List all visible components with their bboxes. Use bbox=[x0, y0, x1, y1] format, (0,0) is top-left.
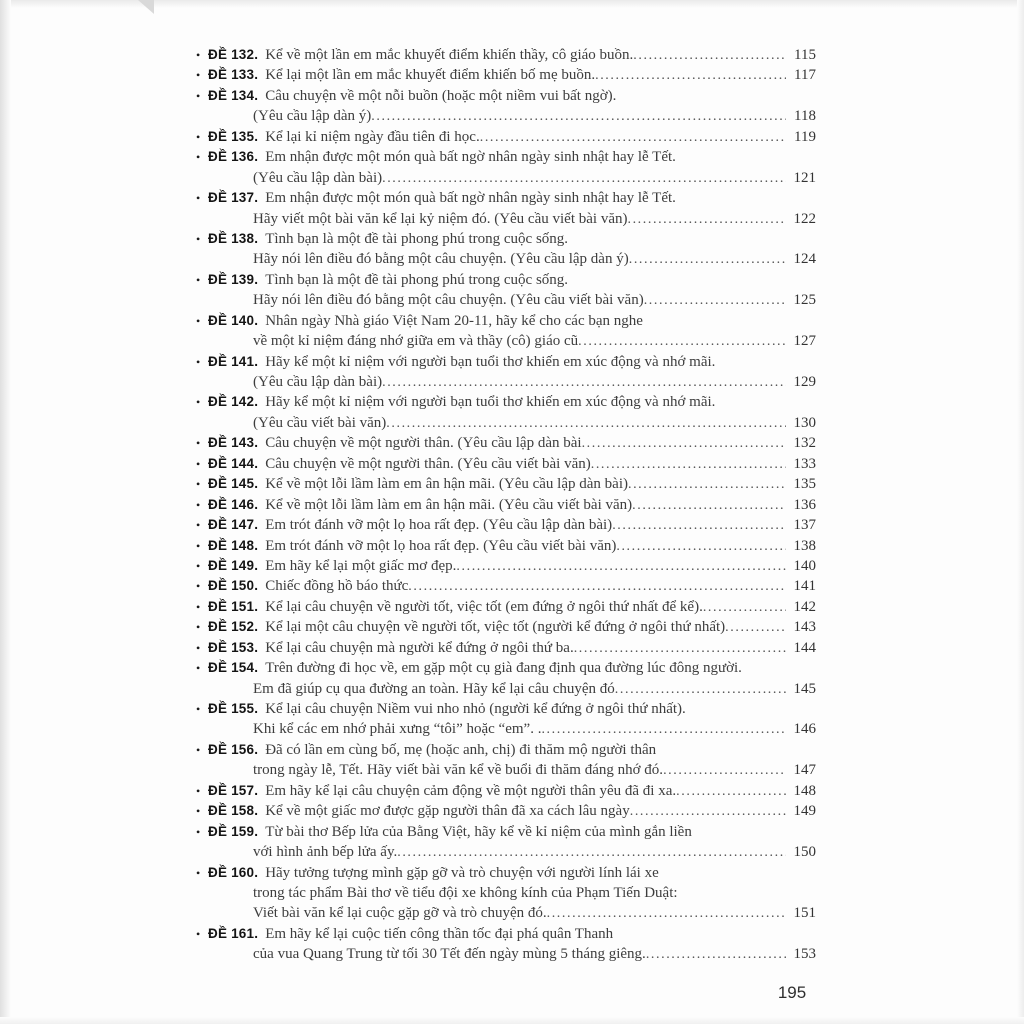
entry-page-number: 115 bbox=[794, 47, 816, 63]
toc-continuation-line bbox=[196, 762, 816, 782]
entry-label: ĐỀ 140. bbox=[208, 312, 259, 328]
entry-page-number: 149 bbox=[793, 803, 816, 820]
dot-leader bbox=[676, 783, 786, 800]
entry-text: Em trót đánh vỡ một lọ hoa rất đẹp. (Yêu cầu viết bài văn) bbox=[265, 537, 617, 554]
toc-entry-line bbox=[196, 497, 816, 517]
entry-text: về một kỉ niệm đáng nhớ giữa em và thầy (cô) giáo cũ bbox=[253, 333, 579, 350]
dot-leader bbox=[646, 946, 786, 963]
entry-text: Trên đường đi học về, em gặp một cụ già đang định qua đường lúc đông người. bbox=[265, 660, 742, 677]
entry-page-number: 144 bbox=[793, 639, 816, 656]
entry-text: Em đã giúp cụ qua đường an toàn. Hãy kể lại câu chuyện đó bbox=[253, 680, 615, 697]
dot-leader bbox=[547, 905, 786, 922]
entry-text: Em hãy kể lại một giấc mơ đẹp. bbox=[265, 557, 457, 574]
toc-entry-line bbox=[196, 803, 816, 823]
bullet-icon: • bbox=[196, 150, 201, 165]
entry-text: trong ngày lễ, Tết. Hãy viết bài văn kể về buổi đi thăm đáng nhớ đó. bbox=[253, 762, 664, 779]
toc-entry-line bbox=[196, 47, 816, 67]
entry-text: Kể về một giấc mơ được gặp người thân đã xa cách lâu ngày bbox=[265, 803, 630, 820]
toc-entry-line bbox=[196, 558, 816, 578]
entry-label: ĐỀ 159. bbox=[208, 823, 259, 839]
bullet-icon: • bbox=[196, 742, 201, 757]
dot-leader bbox=[595, 67, 786, 84]
toc-entry-line bbox=[196, 599, 816, 619]
dot-leader bbox=[591, 456, 786, 473]
toc-entry-line bbox=[196, 926, 816, 946]
bullet-icon: • bbox=[196, 88, 201, 103]
entry-label: ĐỀ 154. bbox=[208, 660, 259, 676]
entry-text: với hình ảnh bếp lửa ấy. bbox=[253, 844, 398, 861]
entry-page-number: 143 bbox=[793, 619, 816, 636]
toc-continuation-line bbox=[196, 721, 816, 741]
entry-page-number: 146 bbox=[793, 721, 816, 738]
entry-label: ĐỀ 150. bbox=[208, 578, 259, 594]
entry-text: Kể lại câu chuyện Niềm vui nho nhỏ (người kể đứng ở ngôi thứ nhất). bbox=[265, 701, 686, 717]
toc-entry-line bbox=[196, 149, 816, 169]
entry-text: Viết bài văn kể lại cuộc gặp gỡ và trò chuyện đó. bbox=[253, 905, 547, 922]
dot-leader bbox=[574, 640, 786, 657]
entry-text: Kể lại một lần em mắc khuyết điểm khiến bố mẹ buồn. bbox=[265, 67, 596, 84]
toc-entry-line bbox=[196, 394, 816, 414]
entry-page-number: 151 bbox=[793, 905, 816, 922]
entry-label: ĐỀ 155. bbox=[208, 701, 259, 716]
entry-text: Câu chuyện về một người thân. (Yêu cầu viết bài văn) bbox=[265, 455, 591, 472]
entry-label: ĐỀ 149. bbox=[208, 557, 259, 573]
entry-label: ĐỀ 146. bbox=[208, 496, 259, 512]
page-edge-left bbox=[0, 0, 11, 1024]
entry-page-number: 135 bbox=[793, 476, 816, 493]
entry-text: Kể về một lỗi lầm làm em ân hận mãi. (Yêu cầu lập dàn bài) bbox=[265, 476, 628, 493]
entry-text: Em hãy kể lại câu chuyện cảm động về một người thân yêu đã đi xa. bbox=[265, 782, 677, 799]
entry-text: Từ bài thơ Bếp lửa của Bằng Việt, hãy kể về kỉ niệm của mình gắn liền bbox=[265, 823, 692, 840]
bullet-icon: • bbox=[196, 783, 201, 798]
entry-label: ĐỀ 135. bbox=[208, 128, 259, 144]
entry-page-number: 133 bbox=[793, 455, 816, 472]
dot-leader bbox=[615, 681, 786, 698]
dot-leader bbox=[541, 721, 786, 738]
entry-page-number: 129 bbox=[793, 374, 816, 390]
entry-text: Hãy tưởng tượng mình gặp gỡ và trò chuyện với người lính lái xe bbox=[265, 864, 659, 881]
entry-text: Kể về một lỗi lầm làm em ân hận mãi. (Yêu cầu viết bài văn) bbox=[265, 496, 633, 513]
toc-continuation-line bbox=[196, 333, 816, 353]
entry-label: ĐỀ 143. bbox=[208, 435, 259, 451]
bullet-icon: • bbox=[196, 518, 201, 533]
entry-text: Nhân ngày Nhà giáo Việt Nam 20-11, hãy kể cho các bạn nghe bbox=[265, 312, 643, 329]
entry-label: ĐỀ 142. bbox=[208, 394, 259, 410]
toc-continuation-line bbox=[196, 946, 816, 966]
entry-page-number: 119 bbox=[794, 128, 816, 145]
toc-entry-line bbox=[196, 354, 816, 374]
toc-entry-line bbox=[196, 88, 816, 108]
entry-label: ĐỀ 134. bbox=[208, 87, 259, 103]
dot-leader bbox=[382, 374, 786, 391]
entry-label: ĐỀ 157. bbox=[208, 782, 259, 798]
entry-label: ĐỀ 152. bbox=[208, 619, 259, 635]
page-edge-right bbox=[1017, 0, 1024, 1024]
entry-label: ĐỀ 156. bbox=[208, 741, 259, 757]
entry-label: ĐỀ 139. bbox=[208, 271, 259, 287]
dot-leader bbox=[703, 599, 786, 616]
bullet-icon: • bbox=[196, 354, 201, 369]
entry-label: ĐỀ 161. bbox=[208, 925, 259, 941]
bullet-icon: • bbox=[196, 48, 201, 62]
toc-entry-line bbox=[196, 272, 816, 292]
entry-text: Kể lại câu chuyện về người tốt, việc tốt (em đứng ở ngôi thứ nhất để kể). bbox=[265, 598, 703, 615]
toc-continuation-line bbox=[196, 108, 816, 128]
toc-entry-line bbox=[196, 824, 816, 844]
entry-page-number: 140 bbox=[793, 557, 816, 574]
entry-label: ĐỀ 153. bbox=[208, 639, 259, 655]
bullet-icon: • bbox=[196, 231, 201, 246]
toc-continuation-line bbox=[196, 415, 816, 435]
toc-entry-line bbox=[196, 231, 816, 251]
toc-entry-line bbox=[196, 701, 816, 721]
entry-text: Kể lại một câu chuyện về người tốt, việc tốt (người kể đứng ở ngôi thứ nhất) bbox=[265, 619, 726, 636]
toc-entry-line bbox=[196, 619, 816, 639]
entry-text: trong tác phẩm Bài thơ về tiểu đội xe không kính của Phạm Tiến Duật: bbox=[253, 884, 678, 901]
toc-entry-line bbox=[196, 456, 816, 476]
entry-page-number: 142 bbox=[793, 598, 816, 615]
bullet-icon: • bbox=[196, 456, 201, 471]
toc-entry-line bbox=[196, 660, 816, 680]
entry-page-number: 122 bbox=[793, 210, 816, 227]
entry-page-number: 150 bbox=[793, 844, 816, 861]
dot-leader bbox=[629, 251, 786, 268]
toc-continuation-line bbox=[196, 211, 816, 231]
entry-page-number: 137 bbox=[793, 517, 816, 534]
toc-continuation-line bbox=[196, 681, 816, 701]
entry-text: Chiếc đồng hồ báo thức bbox=[265, 578, 409, 595]
entry-text: Em hãy kể lại cuộc tiến công thần tốc đại phá quân Thanh bbox=[265, 925, 614, 942]
entry-text: (Yêu cầu viết bài văn) bbox=[253, 414, 387, 431]
entry-text: Tình bạn là một đề tài phong phú trong cuộc sống. bbox=[265, 230, 569, 247]
dot-leader bbox=[616, 538, 786, 555]
dot-leader bbox=[632, 497, 786, 514]
toc-entry-line bbox=[196, 783, 816, 803]
bullet-icon: • bbox=[196, 191, 201, 206]
bullet-icon: • bbox=[196, 926, 201, 941]
toc-entry-line bbox=[196, 517, 816, 537]
toc-entry-line bbox=[196, 538, 816, 558]
toc-continuation-line bbox=[196, 251, 816, 271]
toc-continuation-line bbox=[196, 292, 816, 312]
dot-leader bbox=[382, 170, 786, 187]
entry-label: ĐỀ 132. bbox=[208, 47, 259, 62]
toc-entry-line bbox=[196, 865, 816, 885]
bullet-icon: • bbox=[196, 129, 201, 144]
entry-text: Kể lại câu chuyện mà người kể đứng ở ngôi thứ ba. bbox=[265, 639, 574, 656]
entry-label: ĐỀ 136. bbox=[208, 149, 259, 165]
entry-text: Em nhận được một món quà bất ngờ nhân ngày sinh nhật hay lễ Tết. bbox=[265, 190, 676, 207]
bullet-icon: • bbox=[196, 640, 201, 655]
entry-page-number: 136 bbox=[793, 496, 816, 513]
toc-entry-line bbox=[196, 742, 816, 762]
dot-leader bbox=[578, 333, 786, 350]
toc-continuation-line bbox=[196, 885, 816, 905]
entry-text: Hãy viết một bài văn kể lại kỷ niệm đó. (Yêu cầu viết bài văn) bbox=[253, 210, 628, 227]
entry-text: Khi kể các em nhớ phải xưng “tôi” hoặc “em”. . bbox=[253, 721, 542, 738]
entry-text: Đã có lần em cùng bố, mẹ (hoặc anh, chị) đi thăm mộ người thân bbox=[265, 741, 657, 758]
toc-entry-line bbox=[196, 190, 816, 210]
entry-page-number: 141 bbox=[793, 578, 816, 595]
bullet-icon: • bbox=[196, 702, 201, 716]
bullet-icon: • bbox=[196, 579, 201, 594]
entry-page-number: 127 bbox=[793, 333, 816, 350]
toc-continuation-line bbox=[196, 374, 816, 394]
dot-leader bbox=[630, 803, 786, 820]
entry-text: Câu chuyện về một nỗi buồn (hoặc một niềm vui bất ngờ). bbox=[265, 87, 617, 104]
dot-leader bbox=[582, 435, 786, 452]
toc-entry-line bbox=[196, 578, 816, 598]
dot-leader bbox=[633, 47, 786, 64]
bullet-icon: • bbox=[196, 395, 201, 410]
table-of-contents bbox=[196, 47, 816, 967]
entry-label: ĐỀ 158. bbox=[208, 803, 259, 819]
bullet-icon: • bbox=[196, 538, 201, 553]
dot-leader bbox=[408, 578, 786, 595]
toc-continuation-line bbox=[196, 905, 816, 925]
bullet-icon: • bbox=[196, 436, 201, 451]
entry-page-number: 125 bbox=[793, 292, 816, 309]
entry-label: ĐỀ 141. bbox=[208, 353, 259, 369]
bullet-icon: • bbox=[196, 272, 201, 287]
page-edge-bottom bbox=[0, 1017, 1024, 1024]
entry-page-number: 153 bbox=[793, 946, 816, 963]
toc-entry-line bbox=[196, 129, 816, 149]
entry-label: ĐỀ 133. bbox=[208, 67, 259, 83]
entry-text: Kể về một lần em mắc khuyết điểm khiến thầy, cô giáo buồn. bbox=[265, 47, 634, 63]
toc-entry-line bbox=[196, 435, 816, 455]
dot-leader bbox=[456, 558, 786, 575]
dot-leader bbox=[628, 476, 786, 493]
toc-entry-line bbox=[196, 67, 816, 87]
bullet-icon: • bbox=[196, 599, 201, 614]
entry-label: ĐỀ 160. bbox=[208, 864, 259, 880]
bullet-icon: • bbox=[196, 620, 201, 635]
bullet-icon: • bbox=[196, 558, 201, 573]
page-curl-icon bbox=[138, 0, 154, 14]
bullet-icon: • bbox=[196, 497, 201, 512]
dot-leader bbox=[612, 517, 786, 534]
entry-text: Hãy kể một kỉ niệm với người bạn tuổi thơ khiến em xúc động và nhớ mãi. bbox=[265, 394, 716, 411]
dot-leader bbox=[663, 762, 786, 779]
bullet-icon: • bbox=[196, 68, 201, 83]
entry-label: ĐỀ 144. bbox=[208, 455, 259, 471]
entry-page-number: 132 bbox=[793, 435, 816, 452]
entry-page-number: 138 bbox=[793, 537, 816, 554]
toc-entry-line bbox=[196, 640, 816, 660]
entry-text: Hãy nói lên điều đó bằng một câu chuyện. (Yêu cầu lập dàn ý) bbox=[253, 251, 629, 268]
entry-label: ĐỀ 151. bbox=[208, 598, 259, 614]
dot-leader bbox=[371, 108, 786, 125]
toc-continuation-line bbox=[196, 844, 816, 864]
entry-text: Hãy nói lên điều đó bằng một câu chuyện. (Yêu cầu viết bài văn) bbox=[253, 292, 644, 309]
dot-leader bbox=[480, 129, 786, 146]
entry-text: Tình bạn là một đề tài phong phú trong cuộc sống. bbox=[265, 271, 569, 288]
entry-text: Hãy kể một kỉ niệm với người bạn tuổi thơ khiến em xúc động và nhớ mãi. bbox=[265, 353, 716, 370]
entry-text: Em nhận được một món quà bất ngờ nhân ngày sinh nhật hay lễ Tết. bbox=[265, 149, 676, 166]
entry-page-number: 118 bbox=[794, 108, 816, 125]
toc-entry-line bbox=[196, 476, 816, 496]
entry-page-number: 148 bbox=[793, 782, 816, 799]
entry-label: ĐỀ 148. bbox=[208, 537, 259, 553]
page-number: 195 bbox=[777, 983, 807, 1002]
bullet-icon: • bbox=[196, 477, 201, 492]
entry-text: của vua Quang Trung từ tối 30 Tết đến ngày mùng 5 tháng giêng. bbox=[253, 946, 646, 963]
entry-label: ĐỀ 138. bbox=[208, 230, 259, 246]
entry-text: Câu chuyện về một người thân. (Yêu cầu lập dàn bài bbox=[265, 435, 582, 452]
dot-leader bbox=[725, 619, 786, 636]
entry-page-number: 124 bbox=[793, 251, 816, 268]
dot-leader bbox=[386, 415, 786, 432]
entry-page-number: 117 bbox=[794, 67, 816, 84]
entry-text: (Yêu cầu lập dàn bài) bbox=[253, 169, 383, 186]
bullet-icon: • bbox=[196, 824, 201, 839]
bullet-icon: • bbox=[196, 661, 201, 676]
dot-leader bbox=[644, 292, 786, 309]
entry-label: ĐỀ 145. bbox=[208, 476, 259, 492]
entry-label: ĐỀ 147. bbox=[208, 517, 259, 533]
entry-page-number: 145 bbox=[793, 680, 816, 697]
entry-text: (Yêu cầu lập dàn ý) bbox=[253, 108, 372, 125]
entry-page-number: 147 bbox=[793, 762, 816, 779]
entry-text: Kể lại kỉ niệm ngày đầu tiên đi học. bbox=[265, 128, 480, 145]
toc-continuation-line bbox=[196, 170, 816, 190]
entry-text: Em trót đánh vỡ một lọ hoa rất đẹp. (Yêu cầu lập dàn bài) bbox=[265, 517, 613, 534]
entry-text: (Yêu cầu lập dàn bài) bbox=[253, 374, 383, 390]
bullet-icon: • bbox=[196, 313, 201, 328]
dot-leader bbox=[627, 211, 786, 228]
bullet-icon: • bbox=[196, 804, 201, 819]
entry-page-number: 130 bbox=[793, 414, 816, 431]
toc-entry-line bbox=[196, 313, 816, 333]
bullet-icon: • bbox=[196, 865, 201, 880]
dot-leader bbox=[397, 844, 786, 861]
entry-label: ĐỀ 137. bbox=[208, 190, 259, 206]
entry-page-number: 121 bbox=[793, 169, 816, 186]
